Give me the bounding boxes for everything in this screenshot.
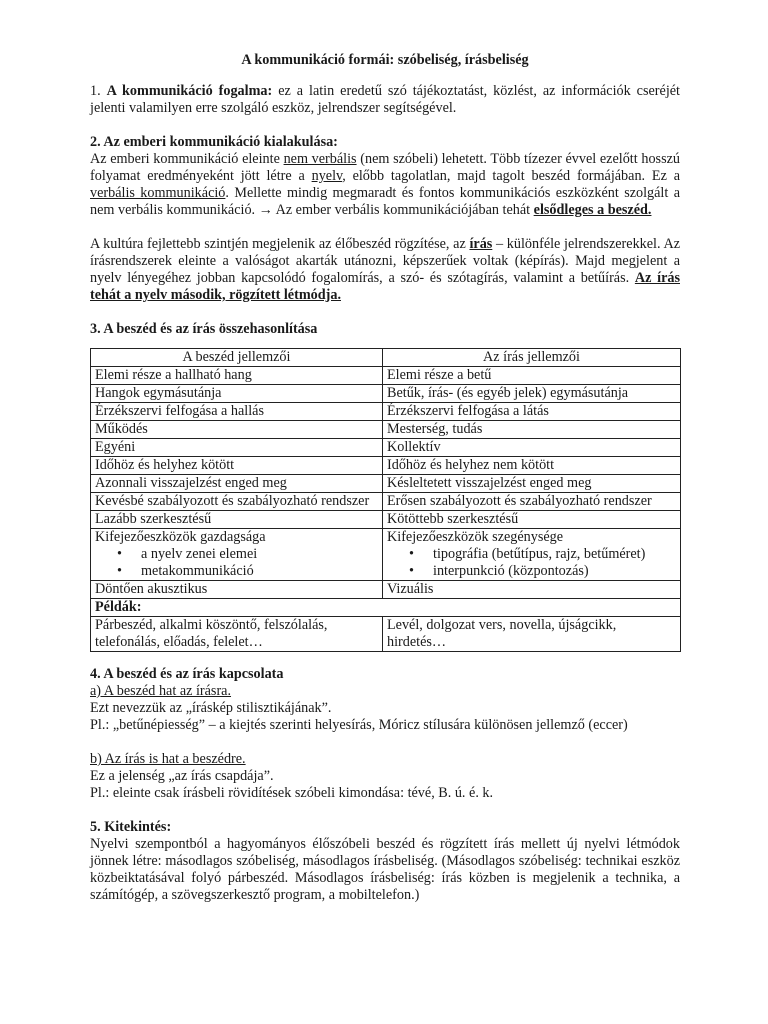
table-cell: Lazább szerkesztésű	[91, 511, 383, 529]
s2-text-d: . Mellette mindig megmaradt és fontos kommunikációs eszközként szolgált a nem verbális kommunikáció. → Az ember verbális kommunikációjában tehát	[90, 185, 680, 218]
table-cell: Hangok egymásutánja	[91, 385, 383, 403]
comparison-table	[90, 348, 681, 652]
section-4a-title	[90, 683, 680, 700]
s2p2-text-a: A kultúra fejlettebb szintjén megjelenik az élőbeszéd rögzítése, az	[90, 236, 470, 252]
table-cell: Érzékszervi felfogása a hallás	[91, 403, 383, 421]
table-cell: Levél, dolgozat vers, novella, újságcikk, hirdetés…	[383, 617, 681, 652]
table-row	[91, 403, 681, 421]
table-row	[91, 493, 681, 511]
s2p2-bold-iras: írás	[469, 236, 493, 252]
expressive-rich-list	[95, 546, 378, 580]
table-cell: Kötöttebb szerkesztésű	[383, 511, 681, 529]
section-4b-line-1: Ez a jelenség „az írás csapdája”.	[90, 768, 274, 784]
table-row	[91, 367, 681, 385]
s2p2-text-b: – különféle jelrendszerekkel. Az írásrendszerek eleinte a valóságot akarták utánozni, képszerűek voltak (képírás). Majd megjelent a nyelv lényegéhez jobban kapcsolódó fogalomírás, a szó- és szótagírás, valamint a betűírás.	[90, 236, 680, 286]
table-row	[91, 421, 681, 439]
table-header-writing: Az írás jellemzői	[383, 349, 681, 367]
s2-underline-nyelv: nyelv	[311, 168, 343, 184]
table-cell: Erősen szabályozott és szabályozható rendszer	[383, 493, 681, 511]
table-cell	[383, 529, 681, 581]
s2-underline-verbal: verbális kommunikáció	[90, 185, 226, 201]
table-cell: Időhöz és helyhez kötött	[91, 457, 383, 475]
s2-bold-underline-beszed: elsődleges a beszéd.	[533, 202, 652, 218]
table-row	[91, 385, 681, 403]
section-4a-title-text: a) A beszéd hat az írásra.	[90, 683, 232, 699]
table-cell: Vizuális	[383, 581, 681, 599]
s2-underline-nonverbal: nem verbális	[283, 151, 357, 167]
list-item: • metakommunikáció	[141, 563, 378, 580]
table-cell: Betűk, írás- (és egyéb jelek) egymásutánja	[383, 385, 681, 403]
s2p2-bold-summary: Az írás tehát a nyelv második, rögzített létmódja.	[90, 270, 680, 303]
table-cell: Elemi része a hallható hang	[91, 367, 383, 385]
s2-text-a: Az emberi kommunikáció eleinte	[90, 151, 284, 167]
table-cell: Párbeszéd, alkalmi köszöntő, felszólalás, telefonálás, előadás, felelet…	[91, 617, 383, 652]
section-4b-line-2: Pl.: eleinte csak írásbeli rövidítések szóbeli kimondása: tévé, B. ú. é. k.	[90, 785, 494, 801]
table-cell: Egyéni	[91, 439, 383, 457]
table-cell: Időhöz és helyhez nem kötött	[383, 457, 681, 475]
section-2-paragraph-1	[90, 151, 680, 219]
table-row-examples	[91, 617, 681, 652]
section-1-term: A kommunikáció fogalma:	[106, 83, 273, 99]
section-1-paragraph	[90, 83, 680, 117]
s2-text-c: , előbb tagolatlan, majd tagolt beszéd formájában. Ez a	[342, 168, 680, 184]
table-cell: Kollektív	[383, 439, 681, 457]
table-cell: Érzékszervi felfogása a látás	[383, 403, 681, 421]
s2-text-b: (nem szóbeli) lehetett. Több tízezer évvel ezelőtt hosszú folyamat eredményeként jött létre a	[90, 151, 680, 184]
table-row-examples-label	[91, 599, 681, 617]
table-header-row	[91, 349, 681, 367]
table-cell	[91, 529, 383, 581]
section-3-heading: 3. A beszéd és az írás összehasonlítása	[90, 321, 318, 337]
table-row	[91, 457, 681, 475]
table-cell: Késleltetett visszajelzést enged meg	[383, 475, 681, 493]
section-4b-title	[90, 751, 680, 768]
table-cell: Döntően akusztikus	[91, 581, 383, 599]
table-row	[91, 475, 681, 493]
section-5-heading: 5. Kitekintés:	[90, 819, 172, 835]
page-title: A kommunikáció formái: szóbeliség, írásbeliség	[241, 52, 529, 68]
table-cell: Működés	[91, 421, 383, 439]
list-item: • interpunkció (központozás)	[433, 563, 676, 580]
table-cell: Elemi része a betű	[383, 367, 681, 385]
list-item: • a nyelv zenei elemei	[141, 546, 378, 563]
table-row	[91, 581, 681, 599]
section-2-heading: 2. Az emberi kommunikáció kialakulása:	[90, 134, 338, 150]
table-cell: Kevésbé szabályozott és szabályozható rendszer	[91, 493, 383, 511]
expressive-rich-title: Kifejezőeszközök gazdagsága	[95, 529, 266, 545]
table-row-expressive	[91, 529, 681, 581]
section-2-paragraph-2	[90, 236, 680, 304]
section-5-paragraph: Nyelvi szempontból a hagyományos élőszóbeli beszéd és rögzített írás mellett új nyelvi létmódok jönnek létre: másodlagos szóbeliség, másodlagos írásbeliség. (Másodlagos szóbeliség: technikai eszköz közbeiktatásával folyó párbeszéd. Másodlagos írásbeliség: írás közben is megjelenik a technika, a számítógép, a szövegszerkesztő program, a mobiltelefon.)	[90, 836, 680, 903]
table-row	[91, 511, 681, 529]
section-1-number: 1.	[90, 83, 101, 99]
table-cell: Mesterség, tudás	[383, 421, 681, 439]
table-row	[91, 439, 681, 457]
list-item: • tipográfia (betűtípus, rajz, betűméret)	[433, 546, 676, 563]
section-4-heading: 4. A beszéd és az írás kapcsolata	[90, 666, 284, 682]
examples-label: Példák:	[91, 599, 681, 617]
table-cell: Azonnali visszajelzést enged meg	[91, 475, 383, 493]
expressive-poor-title: Kifejezőeszközök szegénysége	[387, 529, 564, 545]
table-header-speech: A beszéd jellemzői	[91, 349, 383, 367]
section-4b-title-text: b) Az írás is hat a beszédre.	[90, 751, 246, 767]
section-4a-line-2: Pl.: „betűnépiesség” – a kiejtés szerinti helyesírás, Móricz stílusára különösen jellemző (eccer)	[90, 717, 628, 733]
document-content	[90, 52, 680, 904]
section-1-text: ez a latin eredetű szó tájékoztatást, közlést, az információk cseréjét jelenti valamilyen erre szolgáló eszköz, jelrendszer segítségével.	[90, 83, 680, 116]
section-4a-line-1: Ezt nevezzük az „íráskép stilisztikájának”.	[90, 700, 332, 716]
expressive-poor-list	[387, 546, 676, 580]
